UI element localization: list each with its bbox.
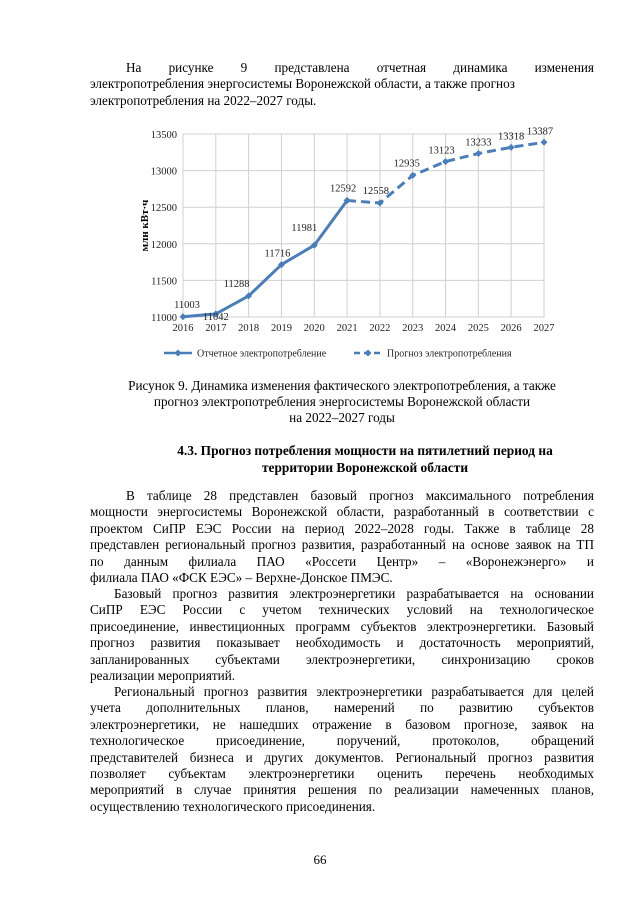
x-tick-label: 2024 — [435, 323, 457, 334]
body-paragraph-3 — [90, 684, 594, 815]
body-line: Региональный прогноз развития электроэнергетики разрабатывается для целей — [114, 684, 594, 699]
y-tick-label: 12000 — [150, 239, 177, 251]
intro-line: электропотребления на 2022–2027 годы. — [90, 92, 317, 108]
body-line: позволяет субъектам электроэнергетики оценить перечень необходимых — [90, 766, 594, 782]
body-line: учета дополнительных планов, намерений по развитию субъектов — [90, 700, 594, 716]
data-point — [508, 144, 515, 151]
section-heading-line: 4.3. Прогноз потребления мощности на пятилетний период на — [177, 443, 553, 458]
y-tick-label: 13500 — [150, 130, 177, 141]
data-label: 11042 — [202, 311, 229, 323]
x-tick-label: 2023 — [402, 323, 424, 334]
x-tick-label: 2019 — [270, 323, 292, 334]
body-line: осуществлению технологического присоединения. — [90, 798, 376, 814]
body-line: мероприятий в случае принятия решения по реализации намеченных планов, — [90, 782, 594, 798]
body-line: реализации мероприятий. — [90, 668, 236, 684]
y-axis-label: млн кВт·ч — [139, 199, 151, 252]
intro-line: электропотребления энергосистемы Воронежской области, а также прогноз — [90, 76, 515, 92]
body-paragraph-1 — [90, 488, 594, 586]
body-line: мощности энергосистемы Воронежской области, разработанный в соответствии с — [90, 504, 594, 520]
body-line: представлен региональный прогноз развития, разработанный на основе заявок на ТП — [90, 537, 594, 553]
line-chart — [136, 122, 566, 362]
data-label: 12558 — [362, 185, 390, 197]
intro-paragraph — [90, 60, 594, 109]
data-label: 11981 — [291, 223, 318, 235]
x-tick-label: 2017 — [205, 323, 227, 334]
data-label: 11288 — [223, 278, 250, 290]
data-point — [541, 139, 548, 146]
x-tick-label: 2025 — [467, 323, 489, 334]
y-tick-label: 13000 — [150, 166, 177, 178]
body-line: присоединение, инвестиционных программ субъектов электроэнергетики. Базовый — [90, 618, 594, 634]
intro-line: На рисунке 9 представлена отчетная динамика изменения — [126, 60, 594, 75]
chart-labels — [174, 126, 553, 323]
caption-line: прогноз электропотребления энергосистемы Воронежской области — [153, 394, 531, 409]
y-tick-label: 11000 — [151, 313, 177, 324]
section-heading — [150, 442, 580, 476]
x-tick-label: 2021 — [336, 323, 358, 334]
section-heading-line: территории Воронежской области — [261, 460, 469, 475]
data-label: 13123 — [428, 145, 455, 157]
legend-marker — [175, 350, 182, 357]
caption-line: на 2022–2027 годы — [289, 410, 395, 425]
body-line: прогноз развития показывает необходимость и достаточность мероприятий, — [90, 635, 594, 651]
body-line: СиПР ЕЭС России с учетом технических условий на технологическое — [90, 602, 594, 618]
body-line: по данным филиала ПАО «Россети Центр» – «Воронежэнерго» и — [90, 553, 594, 569]
caption-line: Рисунок 9. Динамика изменения фактического электропотребления, а также — [128, 378, 556, 393]
x-tick-label: 2018 — [238, 323, 260, 334]
body-line: филиала ПАО «ФСК ЕЭС» – Верхне-Донское ПМЭС. — [90, 570, 393, 586]
body-line: технологическое присоединение, поручений, протоколов, обращений — [90, 733, 594, 749]
chart-series — [180, 139, 548, 321]
y-tick-label: 12500 — [150, 203, 177, 215]
y-tick-label: 11500 — [151, 276, 177, 288]
data-label: 13387 — [526, 126, 554, 138]
data-label: 12935 — [393, 158, 420, 170]
body-line: Базовый прогноз развития электроэнергетики разрабатывается на основании — [114, 586, 594, 601]
legend-label: Прогноз электропотребления — [387, 348, 512, 360]
data-point — [180, 313, 187, 320]
legend-marker — [365, 350, 372, 357]
body-line: запланированных субъектами электроэнергетики, синхронизацию сроков — [90, 651, 594, 667]
data-label: 11003 — [174, 299, 200, 311]
x-tick-label: 2022 — [369, 323, 391, 334]
data-point — [475, 150, 482, 157]
x-tick-label: 2020 — [303, 323, 325, 334]
body-line: В таблице 28 представлен базовый прогноз максимального потребления — [126, 488, 594, 503]
data-label: 13318 — [498, 131, 525, 143]
body-line: представителей бизнеса и других документов. Региональный прогноз развития — [90, 749, 594, 765]
x-tick-label: 2016 — [172, 323, 194, 334]
legend-label: Отчетное электропотребление — [197, 348, 327, 360]
x-tick-label: 2027 — [533, 323, 555, 334]
data-label: 11716 — [264, 248, 291, 260]
chart-legend — [164, 349, 512, 360]
data-label: 13233 — [465, 137, 492, 149]
body-line: проектом СиПР ЕЭС России на период 2022–2028 годы. Также в таблице 28 — [90, 520, 594, 536]
data-point — [442, 158, 449, 165]
body-line: электроэнергетики, не нашедших отражение в базовом прогнозе, заявок на — [90, 716, 594, 732]
page-number: 66 — [313, 852, 327, 867]
body-paragraph-2 — [90, 586, 594, 684]
x-tick-label: 2026 — [500, 323, 522, 334]
figure-caption — [90, 378, 594, 426]
data-label: 12592 — [329, 183, 357, 195]
